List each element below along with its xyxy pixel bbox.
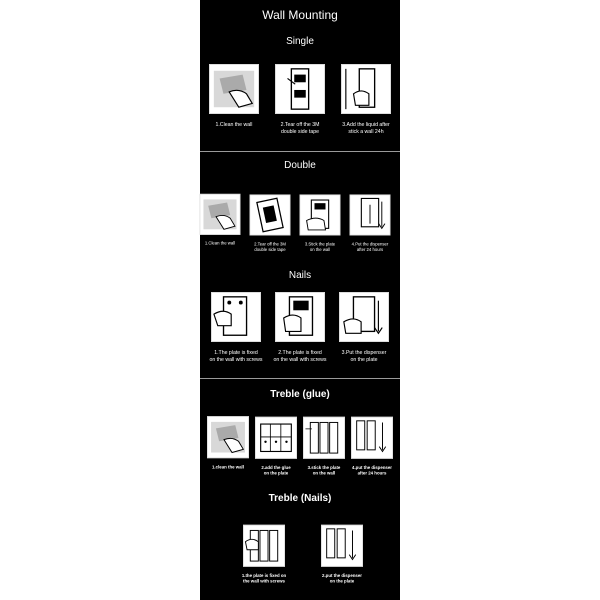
treble-glue-step-1-caption: 1.clean the wall (212, 464, 244, 470)
treble-dispenser-icon (351, 417, 393, 459)
single-step-3-caption: 3.Add the liquid after stick a wall 24h (342, 122, 390, 135)
single-panel (200, 0, 400, 150)
nails-step-2 (270, 292, 330, 364)
single-step-3 (336, 64, 396, 136)
wiping-cloth-icon (200, 194, 241, 235)
double-panel (200, 154, 400, 376)
hand-filling-dispenser-icon (341, 64, 391, 114)
treble-nails-step-1 (239, 525, 289, 585)
page-title: Wall Mounting (262, 8, 338, 22)
double-step-1-caption: 1.Clean the wall (204, 241, 236, 247)
treble-glue-step-4 (347, 417, 397, 477)
single-step-2 (270, 64, 330, 136)
treble-nails-step-1-caption: 1.the plate is fixed on the wall with screws (241, 573, 287, 585)
treble-nails-step-2 (317, 525, 367, 585)
nails-step-1-caption: 1.The plate is fixed on the wall with screws (209, 350, 263, 363)
section-title-nails: Nails (288, 270, 312, 281)
section-title-double: Double (284, 160, 316, 171)
nails-step-1 (206, 292, 266, 364)
wiping-cloth-icon (209, 64, 259, 114)
section-divider (200, 151, 400, 152)
treble-glue-step-3-caption: 3.stick the plate on the wall (307, 465, 341, 477)
glue-plate-icon (255, 417, 297, 459)
dispenser-back-tape-icon (275, 64, 325, 114)
section-title-single: Single (286, 36, 314, 47)
double-step-2-caption: 2.Tear off the 3M double side tape (254, 242, 286, 253)
treble-screw-plate-icon (243, 525, 285, 567)
instruction-strip (200, 0, 400, 600)
treble-glue-step-2-caption: 2.add the glue on the plate (261, 465, 291, 477)
double-step-2 (245, 194, 294, 253)
nails-step-3-caption: 3.Put the dispenser on the plate (341, 350, 387, 363)
treble-glue-step-1 (203, 416, 253, 471)
treble-dispenser-icon (321, 525, 363, 567)
single-step-2-caption: 2.Tear off the 3M double side tape (280, 122, 320, 135)
nails-step-2-caption: 2.The plate is fixed on the wall with screws (273, 350, 327, 363)
treble-nails-step-2-caption: 2.put the dispenser on the plate (322, 573, 362, 585)
section-divider (200, 378, 400, 379)
stick-plate-icon (300, 194, 341, 235)
section-title-treble-glue: Treble (glue) (270, 389, 330, 400)
put-dispenser-icon (339, 292, 389, 342)
screw-plate-icon (211, 292, 261, 342)
double-step-1 (195, 194, 244, 247)
section-title-treble-nails: Treble (Nails) (268, 493, 332, 504)
single-step-1 (204, 64, 264, 129)
screw-plate-hand-icon (275, 292, 325, 342)
wiping-cloth-icon (207, 416, 249, 458)
treble-glue-step-4-caption: 4.put the dispenser after 24 hours (352, 465, 392, 477)
treble-glue-step-2 (251, 417, 301, 477)
double-step-3-caption: 3.Stick the plate on the wall (304, 242, 336, 253)
nails-step-3 (334, 292, 394, 364)
single-step-1-caption: 1.Clean the wall (215, 122, 253, 128)
treble-panel (200, 381, 400, 600)
double-step-4 (345, 194, 394, 253)
double-step-3 (295, 194, 344, 253)
plate-tape-icon (250, 194, 291, 235)
treble-stick-icon (303, 417, 345, 459)
put-dispenser-icon (350, 194, 391, 235)
treble-glue-step-3 (299, 417, 349, 477)
double-step-4-caption: 4.Put the dispenser after 24 hours (351, 242, 389, 253)
